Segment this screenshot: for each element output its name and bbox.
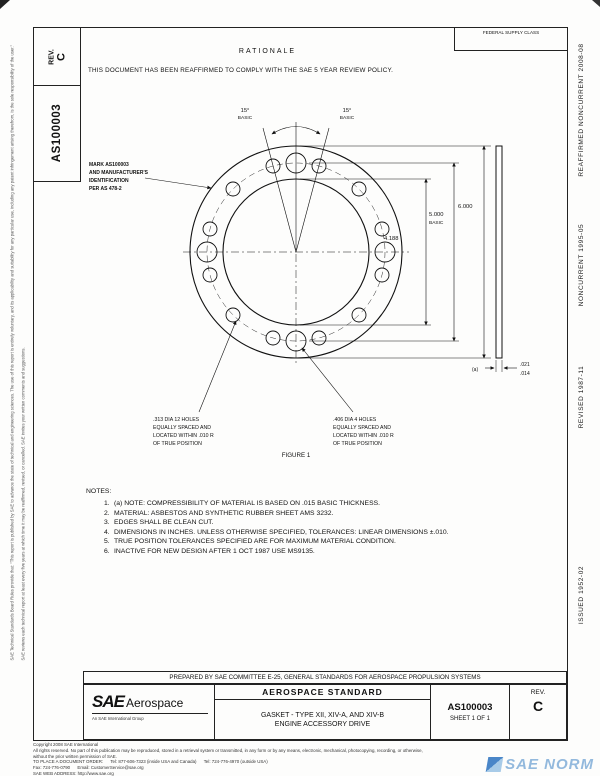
mark-note-line: AND MANUFACTURER'S bbox=[89, 170, 148, 176]
watermark-text: SAE NORM bbox=[505, 756, 594, 773]
dim-thickness-max: .021 bbox=[520, 362, 530, 368]
dim-thickness-min: .014 bbox=[520, 371, 530, 377]
revision-box-rotated bbox=[34, 28, 80, 85]
sae-norm-logo-icon bbox=[486, 757, 504, 772]
dim-bolt-circle-basic: BASIC bbox=[429, 221, 444, 226]
sae-norm-watermark bbox=[487, 756, 594, 773]
dim-thickness-flag: (a) bbox=[472, 367, 479, 373]
dimension-lines bbox=[426, 146, 484, 358]
note-text: (a) NOTE: COMPRESSIBILITY OF MATERIAL IS BASED ON .015 BASIC THICKNESS. bbox=[114, 500, 381, 507]
callout-12-holes-line: EQUALLY SPACED AND bbox=[153, 425, 211, 431]
thickness-dimension bbox=[485, 360, 517, 372]
logo-row bbox=[92, 692, 208, 712]
note-number: 4. bbox=[104, 528, 110, 536]
sae-logo-text: SAE bbox=[92, 692, 124, 711]
note-text: TRUE POSITION TOLERANCES SPECIFIED ARE FOR MAXIMUM MATERIAL CONDITION. bbox=[114, 538, 396, 546]
dim-outer-diameter: 6.000 bbox=[458, 204, 473, 210]
bolt-hole-small bbox=[312, 331, 326, 345]
copyright-line: Copyright 2008 SAE International bbox=[33, 742, 99, 747]
dim-bolt-circle: 5.000 bbox=[429, 212, 444, 218]
callout-4-holes-line: OF TRUE POSITION bbox=[333, 441, 382, 447]
rights-line-2: without the prior written permission of SAE. bbox=[33, 753, 117, 759]
status-stamp-issued: ISSUED 1952-02 bbox=[578, 565, 585, 625]
left-margin-legal-text-1: SAE Technical Standards Board Rules provide that: "This report is published by SAE to advance the state of technical and engineering sciences. The use of this report is entirely voluntary, and its applicability and suitability for any particular use, including any patent infringement arising therefrom, is the sole responsibility of the user." bbox=[9, 44, 15, 661]
callout-4-holes-line: .406 DIA 4 HOLES bbox=[333, 417, 377, 423]
document-number-cell bbox=[430, 685, 510, 739]
status-stamp-noncurrent: NONCURRENT 1995-05 bbox=[578, 223, 585, 307]
note-text: DIMENSIONS IN INCHES. UNLESS OTHERWISE SPECIFIED, TOLERANCES: LINEAR DIMENSIONS ±.010. bbox=[114, 528, 449, 536]
scan-artifact-top-left bbox=[0, 0, 10, 9]
mark-note-line: MARK AS100003 bbox=[89, 162, 129, 168]
callout-12-holes-line: OF TRUE POSITION bbox=[153, 441, 202, 447]
note-number: 5. bbox=[104, 538, 110, 546]
note-number: 3. bbox=[104, 519, 110, 527]
callout-12-holes-line: .313 DIA 12 HOLES bbox=[153, 417, 200, 423]
revision-cell-label: REV. bbox=[530, 689, 546, 696]
note-text: MATERIAL: ASBESTOS AND SYNTHETIC RUBBER SHEET AMS 3232. bbox=[114, 509, 334, 517]
note-text: EDGES SHALL BE CLEAN CUT. bbox=[114, 519, 214, 527]
callout-4-holes-line: LOCATED WITHIN .010 R bbox=[333, 433, 394, 439]
angle-basic-left: BASIC bbox=[237, 116, 253, 121]
document-title bbox=[215, 700, 430, 739]
rationale-title: RATIONALE bbox=[238, 48, 297, 55]
note-number: 2. bbox=[104, 509, 110, 517]
title-block bbox=[83, 684, 567, 740]
revision-cell-value: C bbox=[532, 698, 544, 714]
prepared-by-strip: PREPARED BY SAE COMMITTEE E-25, GENERAL STANDARDS FOR AEROSPACE PROPULSION SYSTEMS bbox=[83, 671, 567, 684]
leader-lines bbox=[145, 178, 353, 412]
note-item bbox=[86, 538, 556, 545]
notes-title: NOTES: bbox=[86, 488, 112, 495]
document-border-frame bbox=[33, 27, 568, 741]
callout-4-holes-line: EQUALLY SPACED AND bbox=[333, 425, 391, 431]
note-item bbox=[86, 548, 556, 555]
order-line-2: Fax: 724-776-0790 Email: CustomerService@sae.org bbox=[33, 765, 144, 771]
note-item bbox=[86, 500, 556, 507]
angle-basic-right: BASIC bbox=[339, 116, 355, 121]
document-title-line2: ENGINE ACCESSORY DRIVE bbox=[274, 720, 371, 728]
bolt-hole-small bbox=[226, 308, 240, 322]
callout-12-holes-line: LOCATED WITHIN .010 R bbox=[153, 433, 214, 439]
revision-label: REV. bbox=[47, 48, 55, 65]
mark-note-line: PER AS 478-2 bbox=[89, 186, 122, 192]
note-text: INACTIVE FOR NEW DESIGN AFTER 1 OCT 1987 USE MS9135. bbox=[114, 547, 315, 555]
note-number: 1. bbox=[104, 500, 110, 507]
status-stamp-revised: REVISED 1987-11 bbox=[578, 365, 585, 429]
status-stamp-reaffirmed: REAFFIRMED NONCURRENT 2008-08 bbox=[578, 43, 585, 177]
bolt-hole-small bbox=[352, 182, 366, 196]
note-item bbox=[86, 519, 556, 526]
title-block-center bbox=[215, 685, 430, 739]
angle-dimension bbox=[263, 122, 329, 252]
note-number: 6. bbox=[104, 547, 110, 555]
mark-note-line: IDENTIFICATION bbox=[89, 178, 129, 184]
scan-artifact-top-right bbox=[592, 0, 600, 7]
note-item bbox=[86, 510, 556, 517]
reaffirmed-statement: THIS DOCUMENT HAS BEEN REAFFIRMED TO COMPLY WITH THE SAE 5 YEAR REVIEW POLICY. bbox=[88, 67, 394, 74]
revision-value: C bbox=[54, 52, 67, 61]
document-number: AS100003 bbox=[447, 702, 493, 713]
centerlines bbox=[183, 252, 409, 366]
gasket-edge-view bbox=[496, 146, 502, 358]
sheet-number: SHEET 1 OF 1 bbox=[450, 716, 490, 722]
aerospace-logo-text: Aerospace bbox=[125, 696, 184, 710]
angle-value-right: 15° bbox=[342, 108, 352, 114]
footer-small-print bbox=[33, 742, 563, 776]
dim-inner-diameter: 4.188 bbox=[384, 236, 399, 242]
order-line-1: TO PLACE A DOCUMENT ORDER: Tel: 877-606-7323 (inside USA and Canada) Tel: 724-776-4970 (outside USA) bbox=[33, 759, 268, 765]
document-title-line1: GASKET - TYPE XII, XIV-A, AND XIV-B bbox=[260, 711, 385, 719]
figure-1-drawing bbox=[41, 88, 561, 460]
revision-box bbox=[34, 28, 81, 86]
bolt-hole-small bbox=[226, 182, 240, 196]
web-address-line: SAE WEB ADDRESS: http://www.sae.org bbox=[33, 770, 114, 776]
notes-section bbox=[86, 488, 556, 558]
standard-type-heading: AEROSPACE STANDARD bbox=[215, 685, 430, 700]
rights-line-1: All rights reserved. No part of this publication may be reproduced, stored in a retrieval system or transmitted, in any form or by any means, electronic, mechanical, photocopying, recording, or otherwise, bbox=[33, 747, 423, 753]
bolt-hole-small bbox=[352, 308, 366, 322]
angle-value-left: 15° bbox=[240, 108, 250, 114]
sae-aerospace-logo bbox=[84, 685, 215, 739]
logo-tagline: An SAE International Group bbox=[92, 716, 144, 721]
federal-supply-class-box: FEDERAL SUPPLY CLASS bbox=[454, 28, 567, 51]
note-item bbox=[86, 529, 556, 536]
figure-caption: FIGURE 1 bbox=[281, 452, 311, 459]
left-margin-legal-text-2: SAE reviews each technical report at least every five years at which time it may be reaffirmed, revised, or cancelled. SAE invites your written comments and suggestions. bbox=[20, 347, 26, 661]
logo-underline bbox=[92, 713, 208, 714]
document-number-rotated: AS100003 bbox=[51, 103, 63, 163]
revision-cell bbox=[510, 685, 566, 739]
